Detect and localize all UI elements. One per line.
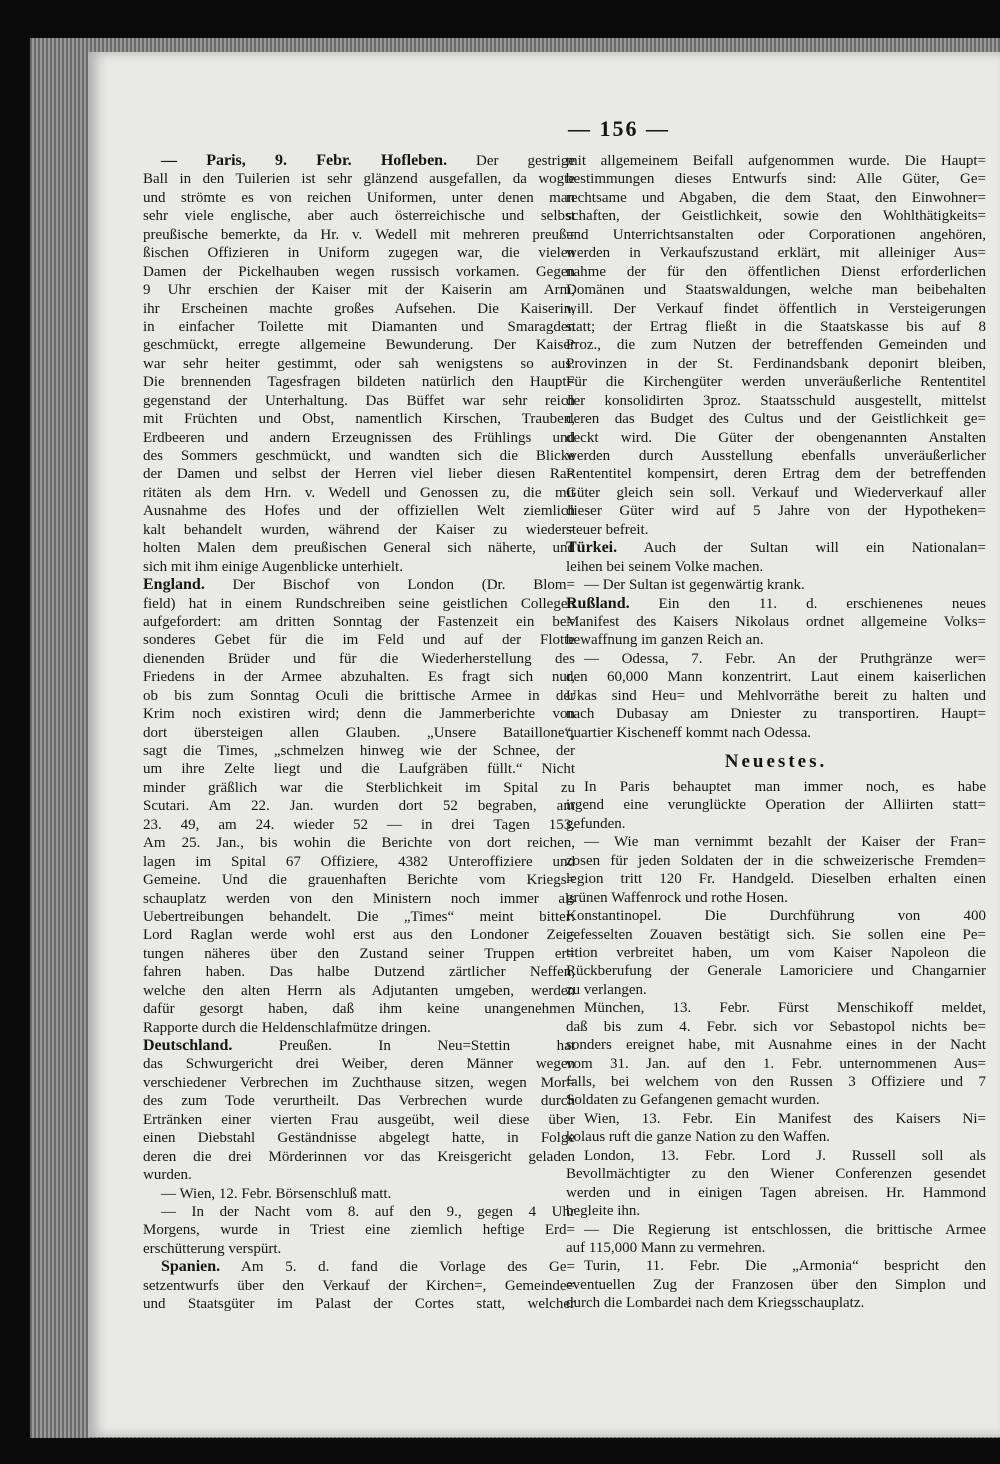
line-text: 9 Uhr erschien der Kaiser mit der Kaiserin am Arm, (143, 282, 575, 299)
line-text: der Damen und selbst der Herren viel lieber diesen Ra= (143, 466, 575, 483)
line-text: des zum Tode verurtheilt. Das Verbrechen wurde durch (143, 1093, 575, 1110)
text-line (566, 1221, 986, 1239)
text-line (143, 521, 575, 539)
line-text: Domänen und Staatswaldungen, welche man beibehalten (566, 282, 986, 299)
line-text: Ball in den Tuilerien ist sehr glänzend ausgefallen, da wogte (143, 171, 575, 188)
text-line (566, 815, 986, 833)
line-text: war sehr heiter gestimmt, oder sah wenigstens so aus. (143, 355, 575, 372)
line-text: ritäten als dem Hrn. v. Wedell und Genossen zu, die mit (143, 484, 575, 501)
line-text: Uebertreibungen behandelt. Die „Times“ meint bitter: (143, 908, 575, 925)
text-line (143, 244, 575, 262)
line-text: Ausnahme des Hofes und der offiziellen Welt ziemlich (143, 503, 575, 520)
text-line (566, 189, 986, 207)
text-line (143, 465, 575, 483)
text-line (566, 502, 986, 520)
text-line (143, 410, 575, 428)
page-number: — 156 — (568, 116, 670, 141)
article-heading: Spanien. (161, 1258, 221, 1276)
line-text: Preußen. In Neu=Stettin hat (232, 1038, 575, 1054)
text-line (143, 982, 575, 1000)
line-text: fahren haben. Das halbe Dutzend zärtlicher Neffen, (143, 964, 575, 981)
text-line (566, 1018, 986, 1036)
line-text: bewaffnung im ganzen Reich an. (566, 632, 764, 649)
line-text: — Wie man vernimmt bezahlt der Kaiser der Fran= (584, 834, 986, 851)
line-text: sehr viele englische, aber auch österreichische und selbst (143, 208, 575, 225)
text-line (566, 650, 986, 668)
line-text: holten Malen dem preußischen General sich näherte, und (143, 540, 575, 557)
text-line (143, 336, 575, 354)
line-text: und Unterrichtsanstalten oder Corporationen angehören, (566, 226, 986, 243)
text-line (566, 558, 986, 576)
text-line (566, 373, 986, 391)
text-line (143, 631, 575, 649)
line-text: Der gestrige (447, 153, 575, 169)
text-line (566, 336, 986, 354)
article-heading: England. (143, 576, 205, 594)
line-text: — In der Nacht vom 8. auf den 9., gegen 4 Uhr (161, 1203, 575, 1220)
line-text: will. Der Verkauf findet öffentlich in Versteigerungen (566, 300, 986, 317)
line-text: Proz., die zum Nutzen der betreffenden Gemeinden und (566, 337, 986, 354)
text-line (566, 870, 986, 888)
line-text: werden und in einigen Tagen abreisen. Hr. Hammond (566, 1184, 986, 1201)
text-line (566, 889, 986, 907)
line-text: kalt behandelt wurden, während der Kaiser zu wieder= (143, 521, 575, 538)
line-text: Für die Kirchengüter werden unveräußerliche Rententitel (566, 374, 986, 391)
line-text: London, 13. Febr. Lord J. Russell soll als (584, 1147, 986, 1164)
line-text: leihen bei seinem Volke machen. (566, 558, 764, 575)
line-text: — Odessa, 7. Febr. An der Pruthgränze wer= (584, 650, 986, 667)
text-line (143, 650, 575, 668)
text-line (143, 1037, 575, 1055)
line-text: Lord Raglan werde wohl erst aus den Londoner Zei= (143, 927, 575, 944)
line-text: Auch der Sultan will ein Nationalan= (617, 540, 986, 557)
text-line (566, 1202, 986, 1220)
article-heading: Deutschland. (143, 1037, 233, 1054)
line-text: eventuellen Zug der Franzosen über den Simplon und (566, 1276, 986, 1293)
text-line (143, 963, 575, 981)
line-text: um ihre Zelte liegt und die Laufgräben füllt.“ Nicht (143, 761, 575, 778)
line-text: Der Bischof von London (Dr. Blom= (204, 577, 575, 594)
line-text: werden in Verkaufszustand erklärt, mit alleiniger Aus= (566, 245, 986, 262)
line-text: und strömte es von reichen Uniformen, unter denen man (143, 189, 575, 206)
line-text: Turin, 11. Febr. Die „Armonia“ bespricht den (584, 1258, 986, 1275)
text-line (566, 170, 986, 188)
line-text: rechtsame und Abgaben, die dem Staat, den Einwohner= (566, 189, 986, 206)
text-line (566, 1110, 986, 1128)
text-line (566, 263, 986, 281)
line-text: Ukas sind Heu= und Mehlvorräthe bereit zu halten und (566, 687, 986, 704)
line-text: sonders ereignet habe, mit Ausnahme eines in der Nacht (566, 1037, 986, 1054)
text-line (566, 1091, 986, 1109)
line-text: schaften, der Geistlichkeit, sowie den Wohlthätigkeits= (566, 208, 986, 225)
line-text: sich mit ihm einige Augenblicke unterhielt. (143, 558, 403, 575)
text-line (566, 1165, 986, 1183)
text-line (566, 613, 986, 631)
line-text: deren das Budget des Cultus und der Geistlichkeit ge= (566, 411, 986, 428)
text-line (143, 300, 575, 318)
line-text: dort übersteigen allen Glauben. „Unsere Bataillone“, (143, 724, 575, 741)
text-line (143, 1277, 575, 1295)
line-text: 23. 49, am 24. wieder 52 — in drei Tagen 153. (143, 816, 575, 833)
newspaper-page (88, 52, 1000, 1437)
line-text: tition verbreitet haben, um vom Kaiser Napoleon die (566, 944, 986, 961)
line-text: ßischen Offizieren in Uniform zugegen war, die vielen (143, 245, 575, 262)
text-line (566, 1239, 986, 1257)
line-text: zu verlangen. (566, 981, 647, 998)
text-line (566, 833, 986, 851)
text-line (143, 853, 575, 871)
line-text: deren die drei Mörderinnen vor das Kreisgericht geladen (143, 1148, 575, 1165)
text-line (566, 852, 986, 870)
text-line (566, 1036, 986, 1054)
line-text: Erdbeeren und andern Erzeugnissen des Frühlings und (143, 429, 575, 446)
text-line (566, 1276, 986, 1294)
line-text: sonderes Gebet für die im Feld und auf der Flotte (143, 632, 575, 649)
text-line (143, 1185, 575, 1203)
text-line (143, 797, 575, 815)
text-line (566, 687, 986, 705)
text-line (566, 981, 986, 999)
line-text: Wien, 13. Febr. Ein Manifest des Kaisers Ni= (584, 1110, 986, 1127)
text-line (566, 539, 986, 557)
text-line (566, 465, 986, 483)
line-text: Güter gleich sein soll. Verkauf und Wiederverkauf aller (566, 484, 986, 501)
text-line (143, 595, 575, 613)
line-text: Rapporte durch die Heldenschlafmütze dringen. (143, 1019, 431, 1036)
text-line (566, 796, 986, 814)
text-line (566, 1128, 986, 1146)
text-line (143, 1166, 575, 1184)
line-text: geschmückt, erregte allgemeine Bewunderung. Der Kaiser (143, 337, 575, 354)
line-text: begleite ihn. (566, 1203, 641, 1220)
text-line (566, 631, 986, 649)
line-text: das Schwurgericht drei Weiber, deren Männer wegen (143, 1056, 575, 1073)
text-line (566, 207, 986, 225)
text-line (143, 871, 575, 889)
line-text: gefesselten Zouaven bestätigt sich. Sie sollen eine Pe= (566, 926, 986, 943)
line-text: welche den alten Herrn als Adjutanten umgeben, werden (143, 982, 575, 999)
line-text: statt; der Ertrag fließt in die Staatskasse bis auf 8 (566, 318, 986, 335)
text-line (566, 576, 986, 594)
text-line (143, 502, 575, 520)
text-line (143, 373, 575, 391)
text-line (566, 1184, 986, 1202)
line-text: Rückberufung der Generale Lamoriciere und Changarnier (566, 963, 986, 980)
line-text: tungen näheres über den Zustand seiner Truppen er= (143, 945, 575, 962)
text-line (143, 742, 575, 760)
line-text: Morgens, wurde in Triest eine ziemlich heftige Erd= (143, 1222, 575, 1239)
line-text: und Staatsgüter im Palast der Cortes statt, welcher (143, 1296, 575, 1313)
text-line (143, 1240, 575, 1258)
text-line (143, 945, 575, 963)
line-text: Die brennenden Tagesfragen bildeten natürlich den Haupt= (143, 374, 575, 391)
text-line (143, 447, 575, 465)
line-text: Manifest des Kaisers Nikolaus ordnet allgemeine Volks= (566, 613, 986, 630)
line-text: deckt wird. Die Güter der obengenannten Anstalten (566, 429, 986, 446)
text-line (566, 724, 986, 742)
line-text: mit Früchten und Obst, namentlich Kirschen, Trauben, (143, 411, 575, 428)
text-line (143, 170, 575, 188)
text-line (143, 816, 575, 834)
line-text: einen Diebstahl Geständnisse abgelegt hatte, in Folge (143, 1130, 575, 1147)
line-text: legion tritt 120 Fr. Handgeld. Dieselben erhalten einen (566, 871, 986, 888)
text-line (143, 558, 575, 576)
text-line (566, 1055, 986, 1073)
line-text: Scutari. Am 22. Jan. wurden dort 52 begraben, am (143, 798, 575, 815)
line-text: München, 13. Febr. Fürst Menschikoff meldet, (584, 1000, 986, 1017)
text-line (143, 1111, 575, 1129)
text-line (143, 263, 575, 281)
line-text: den 60,000 Mann konzentrirt. Laut einem kaiserlichen (566, 669, 986, 686)
line-text: werden durch Ausstellung ebenfalls unveräußerlicher (566, 448, 986, 464)
text-line (566, 226, 986, 244)
text-line (566, 1257, 986, 1275)
line-text: grünen Waffenrock und rothe Hosen. (566, 889, 788, 906)
text-line (143, 1258, 575, 1276)
text-line (566, 999, 986, 1017)
text-line (566, 429, 986, 447)
text-line (566, 484, 986, 502)
text-line (566, 410, 986, 428)
line-text: Friedens in der Armee abzuhalten. Es fragt sich nur, (143, 669, 575, 686)
line-text: ihr Erscheinen machte großes Aufsehen. Die Kaiserin, (143, 300, 575, 317)
line-text: minder gräßlich war die Sterblichkeit im Spital zu (143, 779, 575, 796)
line-text: wurden. (143, 1167, 192, 1184)
text-line (143, 908, 575, 926)
line-text: bestimmungen dieses Entwurfs sind: Alle Güter, Ge= (566, 171, 986, 188)
text-line (566, 318, 986, 336)
text-line (566, 521, 986, 539)
text-line (143, 724, 575, 742)
line-text: dieser Güter wird auf 5 Jahre von der Hypotheken= (566, 503, 986, 520)
text-line (566, 944, 986, 962)
text-line (566, 1073, 986, 1091)
left-column (143, 152, 575, 1314)
line-text: field) hat in einem Rundschreiben seine geistlichen Collegen (143, 595, 575, 612)
line-text: irgend eine verunglückte Operation der Alliirten statt= (566, 797, 986, 814)
line-text: Ein den 11. d. erschienenes neues (629, 595, 986, 612)
line-text: mit allgemeinem Beifall aufgenommen wurde. Die Haupt= (566, 153, 986, 169)
line-text: nach Dubasay am Dniester zu transportiren. Haupt= (566, 706, 986, 723)
line-text: Ertränken einer vierten Frau ausgeübt, weil diese über (143, 1111, 575, 1128)
line-text: Am 5. d. fand die Vorlage des Ge= (220, 1259, 575, 1276)
line-text: vom 31. Jan. auf den 1. Febr. unternommenen Aus= (566, 1055, 986, 1072)
text-line (143, 760, 575, 778)
article-heading: Rußland. (566, 594, 630, 612)
line-text: dienenden Brüder und für die Wiederherstellung des (143, 650, 575, 667)
text-line (143, 926, 575, 944)
text-line (143, 779, 575, 797)
line-text: Krim noch existiren wird; denn die Jammerberichte von (143, 706, 575, 723)
section-heading: Neuestes. (724, 751, 828, 772)
line-text: ob bis zum Sonntag Oculi die brittische Armee in der (143, 687, 575, 704)
line-text: gegenstand der Unterhaltung. Das Büffet war sehr reich (143, 392, 575, 409)
text-line (143, 1129, 575, 1147)
line-text: setzentwurfs über den Verkauf der Kirchen=, Gemeinde= (143, 1277, 575, 1294)
text-line (143, 613, 575, 631)
line-text: falls, bei welchem von den Russen 3 Offiziere und 7 (566, 1074, 986, 1090)
line-text: lagen im Spital 67 Offiziere, 4382 Unteroffiziere und (143, 853, 575, 870)
line-text: preußische bemerkte, da Hr. v. Wedell mit mehreren preuß= (143, 226, 575, 243)
line-text: In Paris behauptet man immer noch, es habe (584, 779, 986, 795)
line-text: der konsolidirten 3proz. Staatsschuld ausgestellt, mittelst (566, 392, 986, 409)
line-text: gefunden. (566, 815, 626, 832)
text-line (566, 300, 986, 318)
line-text: Konstantinopel. Die Durchführung von 400 (566, 908, 986, 925)
text-line (566, 447, 986, 465)
line-text: Gemeine. Und die grauenhaften Berichte vom Kriegs= (143, 872, 575, 889)
line-text: Soldaten zu Gefangenen gemacht wurden. (566, 1092, 820, 1109)
line-text: daß bis zum 4. Febr. sich vor Sebastopol nichts be= (566, 1018, 986, 1035)
text-line (566, 392, 986, 410)
text-line (143, 484, 575, 502)
text-line (143, 1148, 575, 1166)
line-text: in einfacher Toilette mit Diamanten und Smaragden (143, 318, 575, 335)
text-line (143, 281, 575, 299)
line-text: Provinzen in der St. Ferdinandsbank deponirt bleiben, (566, 355, 986, 372)
text-line (143, 1055, 575, 1073)
text-line (566, 907, 986, 925)
line-text: sagt die Times, „schmelzen hinweg wie der Schnee, der (143, 743, 575, 759)
text-line (566, 926, 986, 944)
text-line (143, 355, 575, 373)
line-text: verschiedener Verbrechen im Zuchthause sitzen, wegen Mor= (143, 1074, 575, 1091)
text-line (143, 539, 575, 557)
text-line (566, 152, 986, 170)
text-line (143, 1221, 575, 1239)
line-text: dafür gesorgt haben, daß ihm keine unangenehmen (143, 1001, 575, 1018)
text-line (143, 1000, 575, 1018)
text-line (143, 226, 575, 244)
text-line (143, 890, 575, 908)
line-text: schauplatz werden von den Ministern noch immer als (143, 890, 575, 907)
text-line (566, 355, 986, 373)
line-text: — Wien, 12. Febr. Börsenschluß matt. (161, 1185, 392, 1202)
text-line (143, 1019, 575, 1037)
line-text: Rententitel kompensirt, deren Ertrag dem der betreffenden (566, 466, 986, 483)
text-line (143, 152, 575, 170)
text-line (143, 705, 575, 723)
line-text: quartier Kischeneff kommt nach Odessa. (566, 724, 812, 741)
text-line (143, 576, 575, 594)
text-line (143, 1074, 575, 1092)
line-text: Damen der Pickelhauben wegen russisch vorkamen. Gegen (143, 263, 575, 280)
text-line (566, 962, 986, 980)
line-text: Am 25. Jan., bis wohin die Berichte von dort reichen, (143, 835, 575, 852)
line-text: erschütterung verspürt. (143, 1240, 282, 1257)
line-text: zosen für jeden Soldaten der in die schweizerische Fremden= (566, 852, 986, 869)
line-text: steuer befreit. (566, 521, 649, 538)
text-line (143, 392, 575, 410)
article-heading: — Paris, 9. Febr. Hofleben. (161, 152, 448, 169)
line-text: — Die Regierung ist entschlossen, die brittische Armee (584, 1221, 986, 1238)
line-text: nahme der für den öffentlichen Dienst erforderlichen (566, 263, 986, 280)
text-line (143, 834, 575, 852)
text-line (143, 668, 575, 686)
right-column (566, 152, 986, 1313)
article-heading: Türkei. (566, 539, 618, 557)
line-text: kolaus ruft die ganze Nation zu den Waffen. (566, 1129, 830, 1146)
text-line (566, 595, 986, 613)
line-text: — Der Sultan ist gegenwärtig krank. (584, 577, 805, 594)
text-line (566, 281, 986, 299)
text-line (566, 1294, 986, 1312)
text-line (143, 1092, 575, 1110)
text-line (143, 687, 575, 705)
line-text: Bevollmächtigter zu den Wiener Conferenzen gesendet (566, 1166, 986, 1183)
text-line (566, 668, 986, 686)
text-line (143, 207, 575, 225)
text-line (143, 429, 575, 447)
line-text: des Sommers geschmückt, und wandten sich die Blicke (143, 448, 575, 464)
text-line (566, 1147, 986, 1165)
line-text: durch die Lombardei nach dem Kriegsschauplatz. (566, 1295, 865, 1312)
text-line (566, 705, 986, 723)
text-line (143, 1295, 575, 1313)
text-line (143, 1203, 575, 1221)
text-line (143, 318, 575, 336)
text-line (566, 778, 986, 796)
line-text: auf 115,000 Mann zu vermehren. (566, 1239, 766, 1256)
text-line (566, 244, 986, 262)
line-text: aufgefordert: am dritten Sonntag der Fastenzeit ein be= (143, 613, 575, 630)
text-line (143, 189, 575, 207)
